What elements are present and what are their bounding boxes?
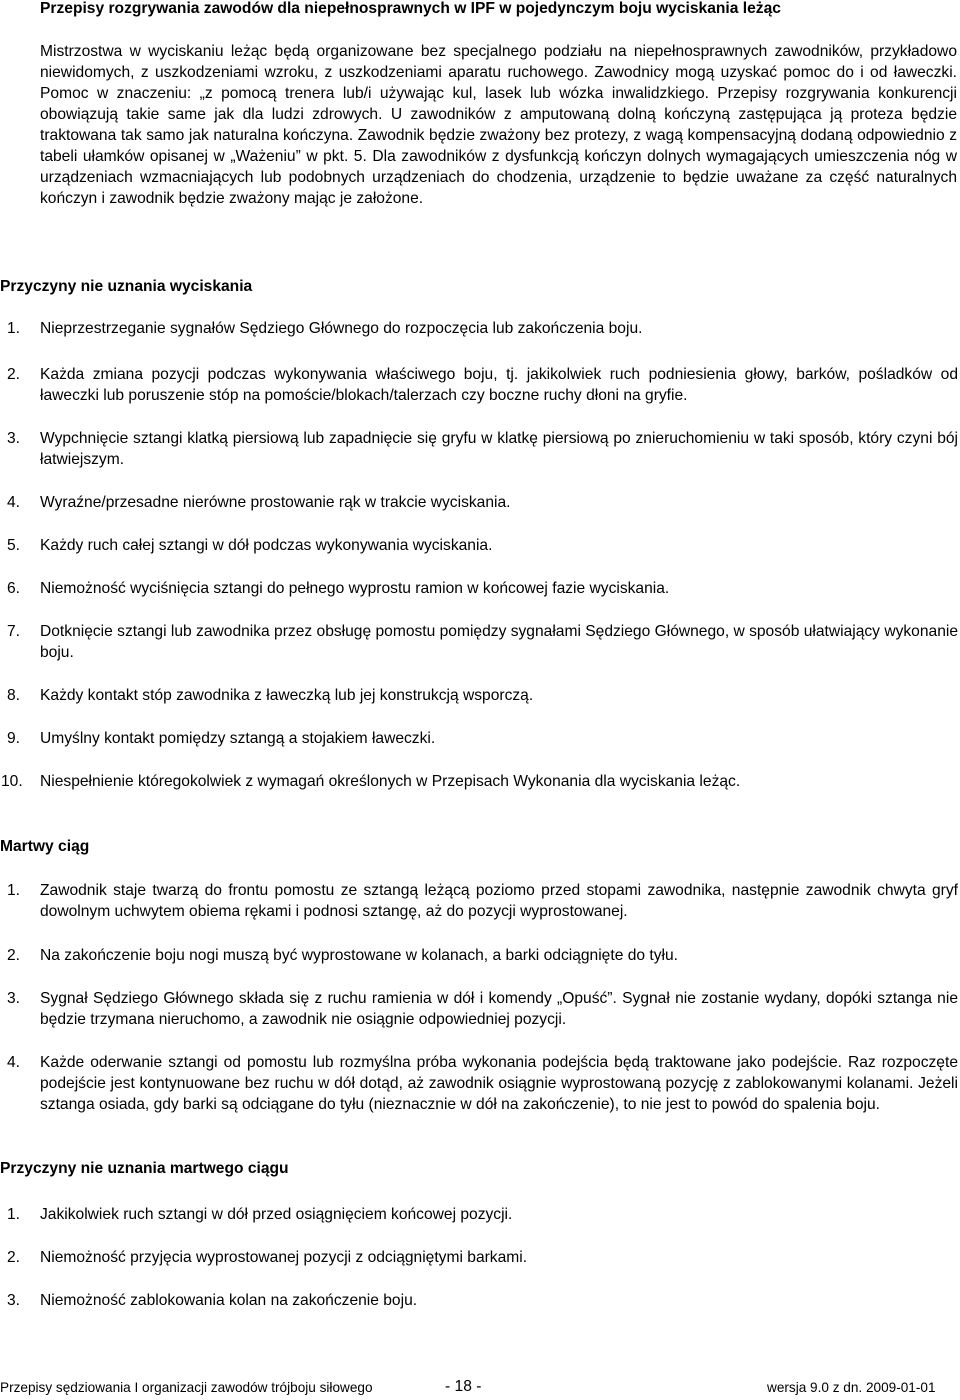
list-item-number: 3. — [7, 1292, 21, 1309]
list-item-text: Niemożność przyjęcia wyprostowanej pozycji z odciągniętymi barkami. — [40, 1249, 528, 1266]
footer-page-number: - 18 - — [445, 1378, 482, 1395]
section-heading-bench-fouls: Przyczyny nie uznania wyciskania — [0, 278, 253, 295]
list-item — [0, 685, 958, 706]
list-item-text: Każde oderwanie sztangi od pomostu lub rozmyślna próba wykonania podejścia będą traktowane jako podejście. Raz rozpoczęte podejście jest kontynuowane bez ruchu w dół dotąd, aż zawodnik osiągnie wyprostowaną pozycję z zablokowanymi kolanami. Jeżeli sztanga osiada, gdy barki są odciągane do tyłu (nieznacznie w dół na zakończenie), to nie jest to powód do spalenia boju. — [40, 1054, 958, 1113]
list-item-number: 5. — [7, 537, 21, 554]
list-item-number: 1. — [7, 882, 21, 899]
list-item — [0, 364, 958, 406]
list-item-text: Sygnał Sędziego Głównego składa się z ruchu ramienia w dół i komendy „Opuść”. Sygnał nie zostanie wydany, dopóki sztanga nie będzie trzymana nieruchomo, a zawodnik nie osiągnie odpowiedniej pozycji. — [40, 990, 958, 1028]
list-item-text: Każda zmiana pozycji podczas wykonywania właściwego boju, tj. jakikolwiek ruch podniesienia głowy, barków, pośladków od ławeczki lub poruszenie stóp na pomoście/blokach/talerzach czy boczne ruchy dłoni na gryfie. — [40, 366, 958, 404]
list-item-text: Zawodnik staje twarzą do frontu pomostu ze sztangą leżącą poziomo przed stopami zawodnika, następnie zawodnik chwyta gryf dowolnym uchwytem obiema rękami i podnosi sztangę, aż do pozycji wyprostowanej. — [40, 882, 958, 920]
list-item — [0, 771, 958, 792]
list-item — [0, 945, 958, 966]
list-item — [0, 1290, 958, 1311]
list-item-text: Wyraźne/przesadne nierówne prostowanie rąk w trakcie wyciskania. — [40, 494, 511, 511]
list-item-text: Jakikolwiek ruch sztangi w dół przed osiągnięciem końcowej pozycji. — [40, 1206, 513, 1223]
list-item-number: 1. — [7, 320, 21, 337]
list-item-number: 2. — [7, 947, 21, 964]
list-item-number: 3. — [7, 990, 21, 1007]
list-item — [0, 988, 958, 1030]
list-item-text: Na zakończenie boju nogi muszą być wyprostowane w kolanach, a barki odciągnięte do tyłu. — [40, 947, 678, 964]
list-item-text: Nieprzestrzeganie sygnałów Sędziego Głównego do rozpoczęcia lub zakończenia boju. — [40, 320, 643, 337]
footer-document-name: Przepisy sędziowania I organizacji zawodów trójboju siłowego — [0, 1380, 373, 1395]
list-item — [0, 1247, 958, 1268]
list-item-number: 2. — [7, 366, 21, 383]
document-title: Przepisy rozgrywania zawodów dla niepełnosprawnych w IPF w pojedynczym boju wyciskania leżąc — [40, 0, 781, 17]
list-item — [0, 1204, 958, 1225]
list-item-number: 4. — [7, 1054, 21, 1071]
list-item-text: Umyślny kontakt pomiędzy sztangą a stojakiem ławeczki. — [40, 730, 436, 747]
list-item-number: 8. — [7, 687, 21, 704]
list-item-text: Każdy kontakt stóp zawodnika z ławeczką lub jej konstrukcją wsporczą. — [40, 687, 534, 704]
list-item-text: Każdy ruch całej sztangi w dół podczas wykonywania wyciskania. — [40, 537, 493, 554]
list-item — [0, 428, 958, 470]
list-item — [0, 318, 958, 339]
list-item-number: 9. — [7, 730, 21, 747]
list-item — [0, 621, 958, 663]
list-item-text: Dotknięcie sztangi lub zawodnika przez obsługę pomostu pomiędzy sygnałami Sędziego Głównego, w sposób ułatwiający wykonanie boju. — [40, 623, 958, 661]
list-item-number: 1. — [7, 1206, 21, 1223]
list-item-number: 2. — [7, 1249, 21, 1266]
section-heading-deadlift: Martwy ciąg — [0, 838, 90, 855]
intro-paragraph: Mistrzostwa w wyciskaniu leżąc będą organizowane bez specjalnego podziału na niepełnosprawnych zawodników, przykładowo niewidomych, z uszkodzeniami wzroku, z uszkodzeniami aparatu ruchowego. Zawodnicy mogą uzyskać pomoc do i od ławeczki. Pomoc w znaczeniu: „z pomocą trenera lub/i używając kul, lasek lub wózka inwalidzkiego. Przepisy rozgrywania konkurencji obowiązują takie same jak dla ludzi zdrowych. U zawodników z amputowaną dolną kończyną zastępująca ją proteza będzie traktowana tak samo jak naturalna kończyna. Zawodnik będzie zważony bez protezy, z wagą kompensacyjną dodaną odpowiednio z tabeli ułamków opisanej w „Ważeniu” w pkt. 5. Dla zawodników z dysfunkcją kończyn dolnych wymagających umieszczenia nóg w urządzeniach wzmacniających lub podobnych urządzeniach do chodzenia, urządzenie to będzie uważane za część naturalnych kończyn i zawodnik będzie zważony mając je założone. — [40, 43, 957, 207]
footer-version: wersja 9.0 z dn. 2009-01-01 — [767, 1380, 936, 1395]
section-heading-deadlift-fouls: Przyczyny nie uznania martwego ciągu — [0, 1160, 289, 1177]
list-item — [0, 535, 958, 556]
list-item-text: Niespełnienie któregokolwiek z wymagań określonych w Przepisach Wykonania dla wyciskania leżąc. — [40, 773, 741, 790]
list-item-number: 4. — [7, 494, 21, 511]
list-item-number: 7. — [7, 623, 21, 640]
list-item — [0, 578, 958, 599]
list-item — [0, 492, 958, 513]
list-item — [0, 728, 958, 749]
list-item-text: Niemożność zablokowania kolan na zakończenie boju. — [40, 1292, 418, 1309]
list-item-text: Wypchnięcie sztangi klatką piersiową lub zapadnięcie się gryfu w klatkę piersiową po znieruchomieniu w taki sposób, który czyni bój łatwiejszym. — [40, 430, 958, 468]
list-item — [0, 880, 958, 922]
list-item-number: 3. — [7, 430, 21, 447]
list-item — [0, 1052, 958, 1115]
list-item-number: 6. — [7, 580, 21, 597]
list-item-number: 10. — [1, 773, 23, 790]
list-item-text: Niemożność wyciśnięcia sztangi do pełnego wyprostu ramion w końcowej fazie wyciskania. — [40, 580, 670, 597]
